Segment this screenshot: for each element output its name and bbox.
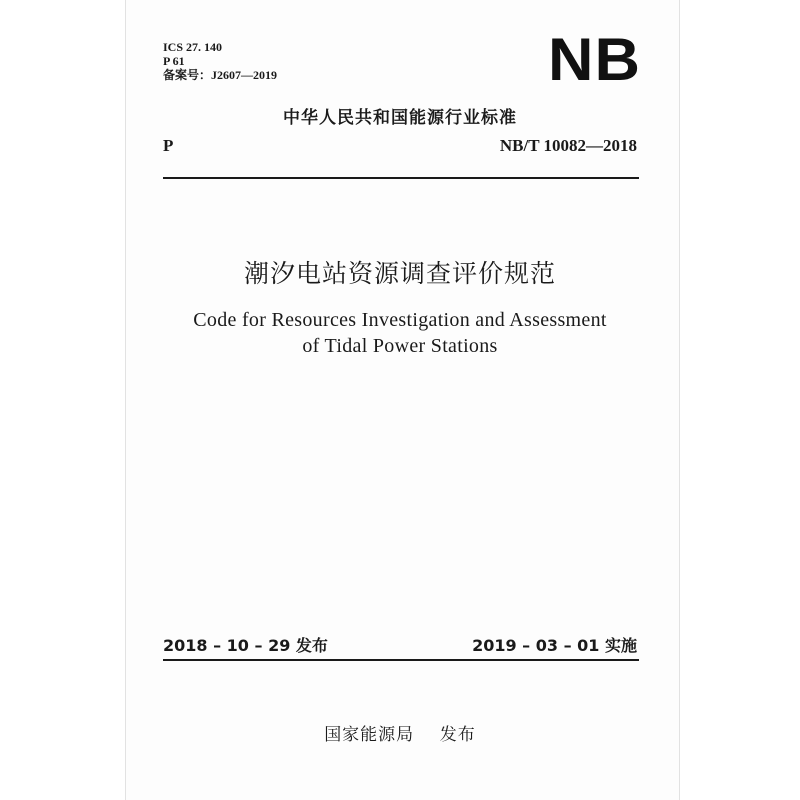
- standard-number: NB/T 10082—2018: [499, 136, 637, 155]
- top-divider: [163, 177, 639, 179]
- title-chinese: 潮汐电站资源调查评价规范: [243, 259, 556, 288]
- issue-date: 2018 – 10 – 29 发布: [163, 636, 328, 655]
- title-english: [0, 307, 800, 359]
- bottom-divider: [163, 659, 639, 661]
- classification-code: P 61: [163, 54, 185, 68]
- title-english-line-2: of Tidal Power Stations: [302, 335, 498, 357]
- publisher: 国家能源局 发布: [324, 725, 476, 745]
- standard-type-heading: 中华人民共和国能源行业标准: [283, 108, 517, 128]
- implementation-date: 2019 – 03 – 01 实施: [472, 636, 637, 655]
- ics-code: ICS 27. 140: [163, 40, 223, 54]
- nb-logo: NB: [548, 26, 642, 93]
- filing-number: 备案号：J2607—2019: [163, 68, 278, 82]
- document-metadata: [163, 40, 277, 82]
- title-english-line-1: Code for Resources Investigation and Assessment: [193, 309, 607, 331]
- category-letter: P: [163, 136, 174, 155]
